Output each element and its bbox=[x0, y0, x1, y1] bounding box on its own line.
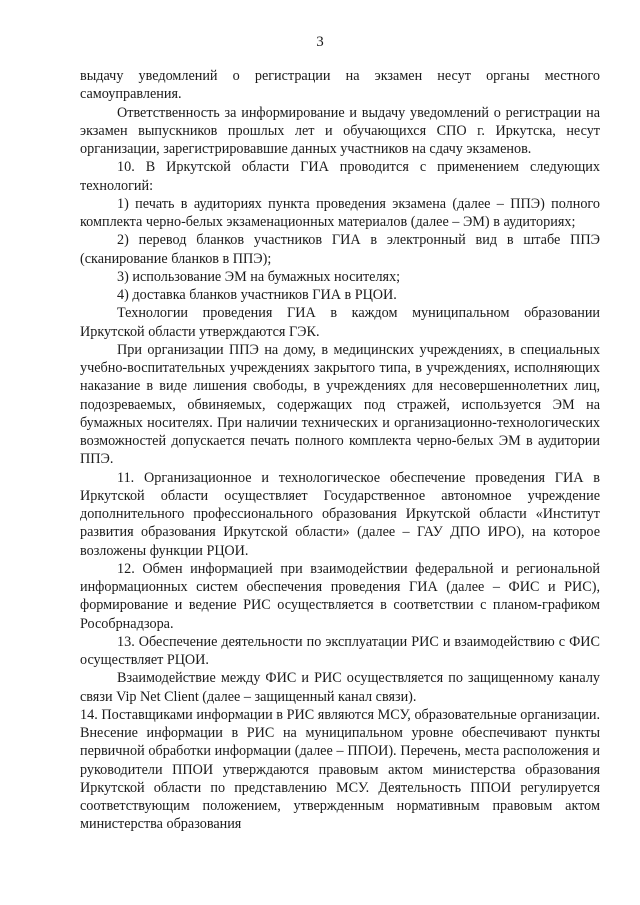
paragraph-ppe-home: При организации ППЭ на дому, в медицинских учреждениях, в специальных учебно-воспитательных учреждениях закрытого типа, в учреждениях, исполняющих наказание в виде лишения свободы, в учреждениях для несовершеннолетних лиц, подозреваемых, обвиняемых, содержащих под стражей, используется ЭМ на бумажных носителях. При наличии технических и организационно-технологических возможностей допускается печать полного комплекта черно-белых ЭМ в аудитории ППЭ. bbox=[80, 341, 600, 468]
list-item-1: 1) печать в аудиториях пункта проведения экзамена (далее – ППЭ) полного комплекта черно-белых экзаменационных материалов (далее – ЭМ) в аудиториях; bbox=[80, 195, 600, 230]
paragraph-technologies-approval: Технологии проведения ГИА в каждом муниципальном образовании Иркутской области утверждаются ГЭК. bbox=[80, 305, 600, 340]
document-body bbox=[80, 67, 600, 834]
page-number: 3 bbox=[316, 34, 324, 50]
paragraph-item-12: 12. Обмен информацией при взаимодействии федеральной и региональной информационных систем обеспечения проведения ГИА (далее – ФИС и РИС), формирование и ведение РИС осуществляется в соответствии с планом-графиком Рособрнадзора. bbox=[80, 560, 600, 632]
paragraph-item-14: 14. Поставщиками информации в РИС являются МСУ, образовательные организации. Внесение информации в РИС на муниципальном уровне обеспечивают пункты первичной обработки информации (далее – ППОИ). Перечень, места расположения и руководители ППОИ утверждаются правовым актом министерства образования Иркутской области по представлению МСУ. Деятельность ППОИ регулируется соответствующим положением, утвержденным нормативным правовым актом министерства образования bbox=[80, 706, 600, 833]
paragraph-item-13: 13. Обеспечение деятельности по эксплуатации РИС и взаимодействию с ФИС осуществляет РЦОИ. bbox=[80, 633, 600, 668]
paragraph-item-10: 10. В Иркутской области ГИА проводится с применением следующих технологий: bbox=[80, 159, 600, 194]
paragraph-responsibility: Ответственность за информирование и выдачу уведомлений о регистрации на экзамен выпускников прошлых лет и обучающихся СПО г. Иркутска, несут организации, зарегистрировавшие данных участников на сдачу экзаменов. bbox=[80, 104, 600, 157]
paragraph-vipnet: Взаимодействие между ФИС и РИС осуществляется по защищенному каналу связи Vip Net Client (далее – защищенный канал связи). bbox=[80, 670, 600, 705]
paragraph-item-11: 11. Организационное и технологическое обеспечение проведения ГИА в Иркутской области осуществляет Государственное автономное учреждение дополнительного профессионального образования Иркутской области «Институт развития образования Иркутской области» (далее – ГАУ ДПО ИРО), на которое возложены функции РЦОИ. bbox=[80, 469, 600, 559]
list-item-4: 4) доставка бланков участников ГИА в РЦОИ. bbox=[117, 287, 397, 303]
paragraph-continuation: выдачу уведомлений о регистрации на экзамен несут органы местного самоуправления. bbox=[80, 68, 600, 103]
list-item-3: 3) использование ЭМ на бумажных носителях; bbox=[117, 268, 401, 285]
list-item-2: 2) перевод бланков участников ГИА в электронный вид в штабе ППЭ (сканирование бланков в ППЭ); bbox=[80, 232, 600, 267]
